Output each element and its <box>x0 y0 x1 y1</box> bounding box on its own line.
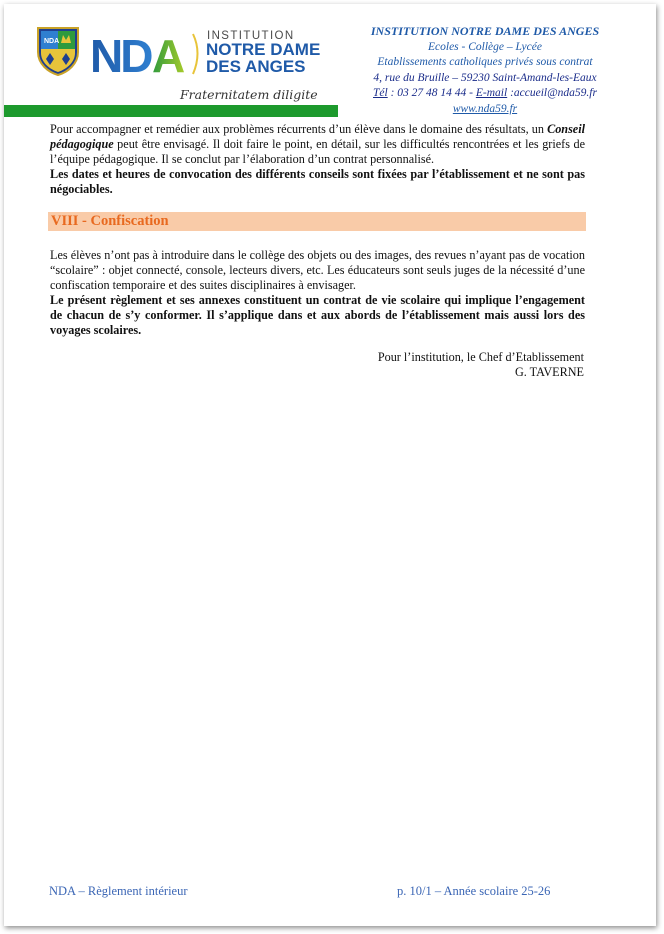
signature-block <box>378 350 584 380</box>
svg-text:ND: ND <box>90 30 151 76</box>
p1-end: peut être envisagé. Il doit faire le point, en détail, sur les difficultés rencontrées et les griefs de l’équipe pédagogique. Il se conclut par l’élaboration d’un contrat personnalisé. <box>50 137 585 166</box>
p1-start: Pour accompagner et remédier aux problèmes récurrents d’un élève dans le domaine des résultats, un <box>50 122 548 136</box>
contact-address: 4, rue du Bruille – 59230 Saint-Amand-les-Eaux <box>373 71 597 84</box>
p1-emphasis: Conseil pédagogique <box>50 122 585 151</box>
footer-left: NDA – Règlement intérieur <box>49 884 188 898</box>
contact-line-schools: Ecoles - Collège – Lycée <box>428 40 542 53</box>
section-heading-confiscation <box>48 212 586 231</box>
email-value[interactable]: :accueil@nda59.fr <box>507 87 597 99</box>
document-page <box>4 4 656 926</box>
svg-text:NDA: NDA <box>44 38 60 45</box>
motto: Fraternitatem diligite <box>180 87 318 102</box>
footer-right: p. 10/1 – Année scolaire 25-26 <box>397 884 551 898</box>
institution-name-line1: NOTRE DAME <box>206 40 321 59</box>
contact-line-status: Etablissements catholiques privés sous contrat <box>377 56 593 68</box>
paragraph-conseil-bold <box>50 167 585 197</box>
paragraph-conseil <box>50 122 585 167</box>
coat-of-arms-icon <box>36 26 80 76</box>
contact-block <box>360 24 610 117</box>
header-green-bar <box>4 105 338 117</box>
tel-value: : 03 27 48 14 44 - <box>387 87 476 99</box>
signature-role: Pour l’institution, le Chef d’Etablissement <box>377 350 584 364</box>
p2-bold: Le présent règlement et ses annexes constituent un contrat de vie scolaire qui implique l’engagement de chacun de s’y conformer. Il s’applique dans et aux abords de l’établissement mais aussi lors des voyages scolaires. <box>50 293 585 337</box>
p1-bold: Les dates et heures de convocation des différents conseils sont fixées par l’établissement et ne sont pas négociables. <box>50 167 585 196</box>
body-text-1 <box>50 122 585 197</box>
svg-text:A: A <box>152 30 186 76</box>
body-text-2 <box>50 248 585 338</box>
website-link[interactable] <box>360 102 610 118</box>
website-link-text[interactable]: www.nda59.fr <box>452 102 518 115</box>
paragraph-contract <box>50 293 585 338</box>
tel-label: Tél <box>373 87 388 99</box>
contact-title: INSTITUTION NOTRE DAME DES ANGES <box>370 24 600 38</box>
institution-name-line2: DES ANGES <box>206 57 306 76</box>
institution-name <box>206 41 356 75</box>
section-title: VIII - Confiscation <box>51 213 169 229</box>
signature-name: G. TAVERNE <box>515 365 584 379</box>
institution-label: INSTITUTION <box>207 30 295 42</box>
email-label[interactable]: E-mail <box>475 87 508 99</box>
paragraph-confiscation: Les élèves n’ont pas à introduire dans le collège des objets ou des images, des revues n’ayant pas de vocation “scolaire” : objet connecté, console, lecteurs divers, etc. Les éducateurs sont seuls juges de la nécessité d’une confiscation temporaire et des suites disciplinaires à envisager. <box>50 248 585 292</box>
contact-phone-email <box>360 86 610 102</box>
nda-logo <box>90 30 200 76</box>
